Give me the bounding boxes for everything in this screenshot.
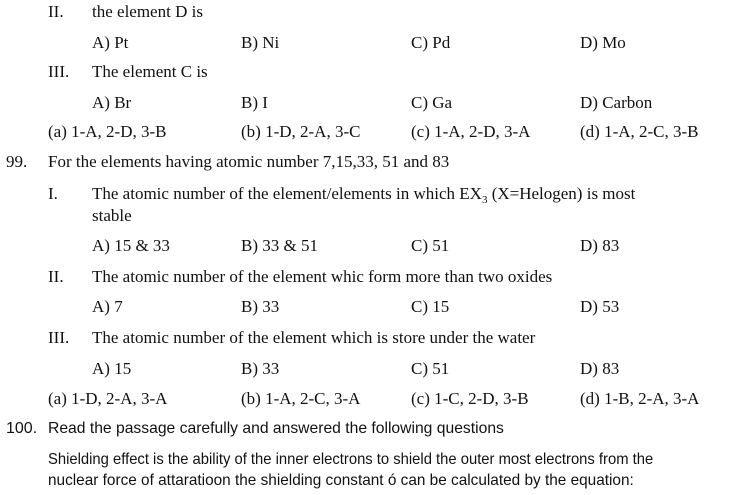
q98-iii-option-d: D) Carbon xyxy=(580,93,653,112)
q99-i-option-a: A) 15 & 33 xyxy=(92,236,170,255)
q98-ii-option-b: B) Ni xyxy=(241,33,280,52)
q98-iii-option-a: A) Br xyxy=(92,93,132,112)
q99-iii-option-d: D) 83 xyxy=(580,359,620,378)
q98-answer-d: (d) 1-A, 2-C, 3-B xyxy=(580,122,699,141)
q100-stem: Read the passage carefully and answered the following questions xyxy=(48,420,504,437)
q99-ii-text: The atomic number of the element whic form more than two oxides xyxy=(92,267,553,286)
q100-passage-line1: Shielding effect is the ability of the inner electrons to shield the outer most electrons from the xyxy=(48,451,654,468)
q98-iii-option-b: B) I xyxy=(241,93,268,112)
q98-answer-c: (c) 1-A, 2-D, 3-A xyxy=(411,122,531,141)
q99-answer-d: (d) 1-B, 2-A, 3-A xyxy=(580,389,700,408)
q99-stem: For the elements having atomic number 7,15,33, 51 and 83 xyxy=(48,152,450,171)
q99-answer-c: (c) 1-C, 2-D, 3-B xyxy=(411,389,529,408)
q99-answer-b: (b) 1-A, 2-C, 3-A xyxy=(241,389,361,408)
q100-number: 100. xyxy=(6,420,38,437)
q99-i-option-c: C) 51 xyxy=(411,236,450,255)
q99-i-subscript: 3 xyxy=(481,194,488,206)
q98-iii-text: The element C is xyxy=(92,62,208,81)
q99-i-text-before: The atomic number of the element/elements in which EX xyxy=(92,184,482,203)
q99-ii-numeral: II. xyxy=(48,267,64,286)
q98-ii-option-d: D) Mo xyxy=(580,33,626,52)
q98-answer-b: (b) 1-D, 2-A, 3-C xyxy=(241,122,361,141)
q99-i-text xyxy=(92,184,635,204)
q99-iii-option-c: C) 51 xyxy=(411,359,450,378)
q98-ii-option-a: A) Pt xyxy=(92,33,129,52)
q99-iii-numeral: III. xyxy=(48,328,70,347)
q98-answer-a: (a) 1-A, 2-D, 3-B xyxy=(48,122,167,141)
q98-iii-option-c: C) Ga xyxy=(411,93,453,112)
q99-i-option-d: D) 83 xyxy=(580,236,620,255)
q99-iii-option-a: A) 15 xyxy=(92,359,132,378)
q99-i-numeral: I. xyxy=(48,184,58,203)
q99-i-text-after: (X=Helogen) is most xyxy=(487,184,636,203)
q99-ii-option-b: B) 33 xyxy=(241,297,280,316)
q98-ii-numeral: II. xyxy=(48,2,64,21)
q98-ii-option-c: C) Pd xyxy=(411,33,451,52)
q99-i-option-b: B) 33 & 51 xyxy=(241,236,318,255)
q99-i-text-line2: stable xyxy=(92,206,132,225)
q99-ii-option-a: A) 7 xyxy=(92,297,123,316)
q98-ii-text: the element D is xyxy=(92,2,203,21)
q99-iii-text: The atomic number of the element which is store under the water xyxy=(92,328,536,347)
q99-answer-a: (a) 1-D, 2-A, 3-A xyxy=(48,389,168,408)
q98-iii-numeral: III. xyxy=(48,62,70,81)
q99-ii-option-c: C) 15 xyxy=(411,297,450,316)
q99-ii-option-d: D) 53 xyxy=(580,297,620,316)
q100-passage-line2: nuclear force of attaratioon the shielding constant ó can be calculated by the equation: xyxy=(48,472,634,489)
q99-iii-option-b: B) 33 xyxy=(241,359,280,378)
q99-number: 99. xyxy=(6,152,28,171)
